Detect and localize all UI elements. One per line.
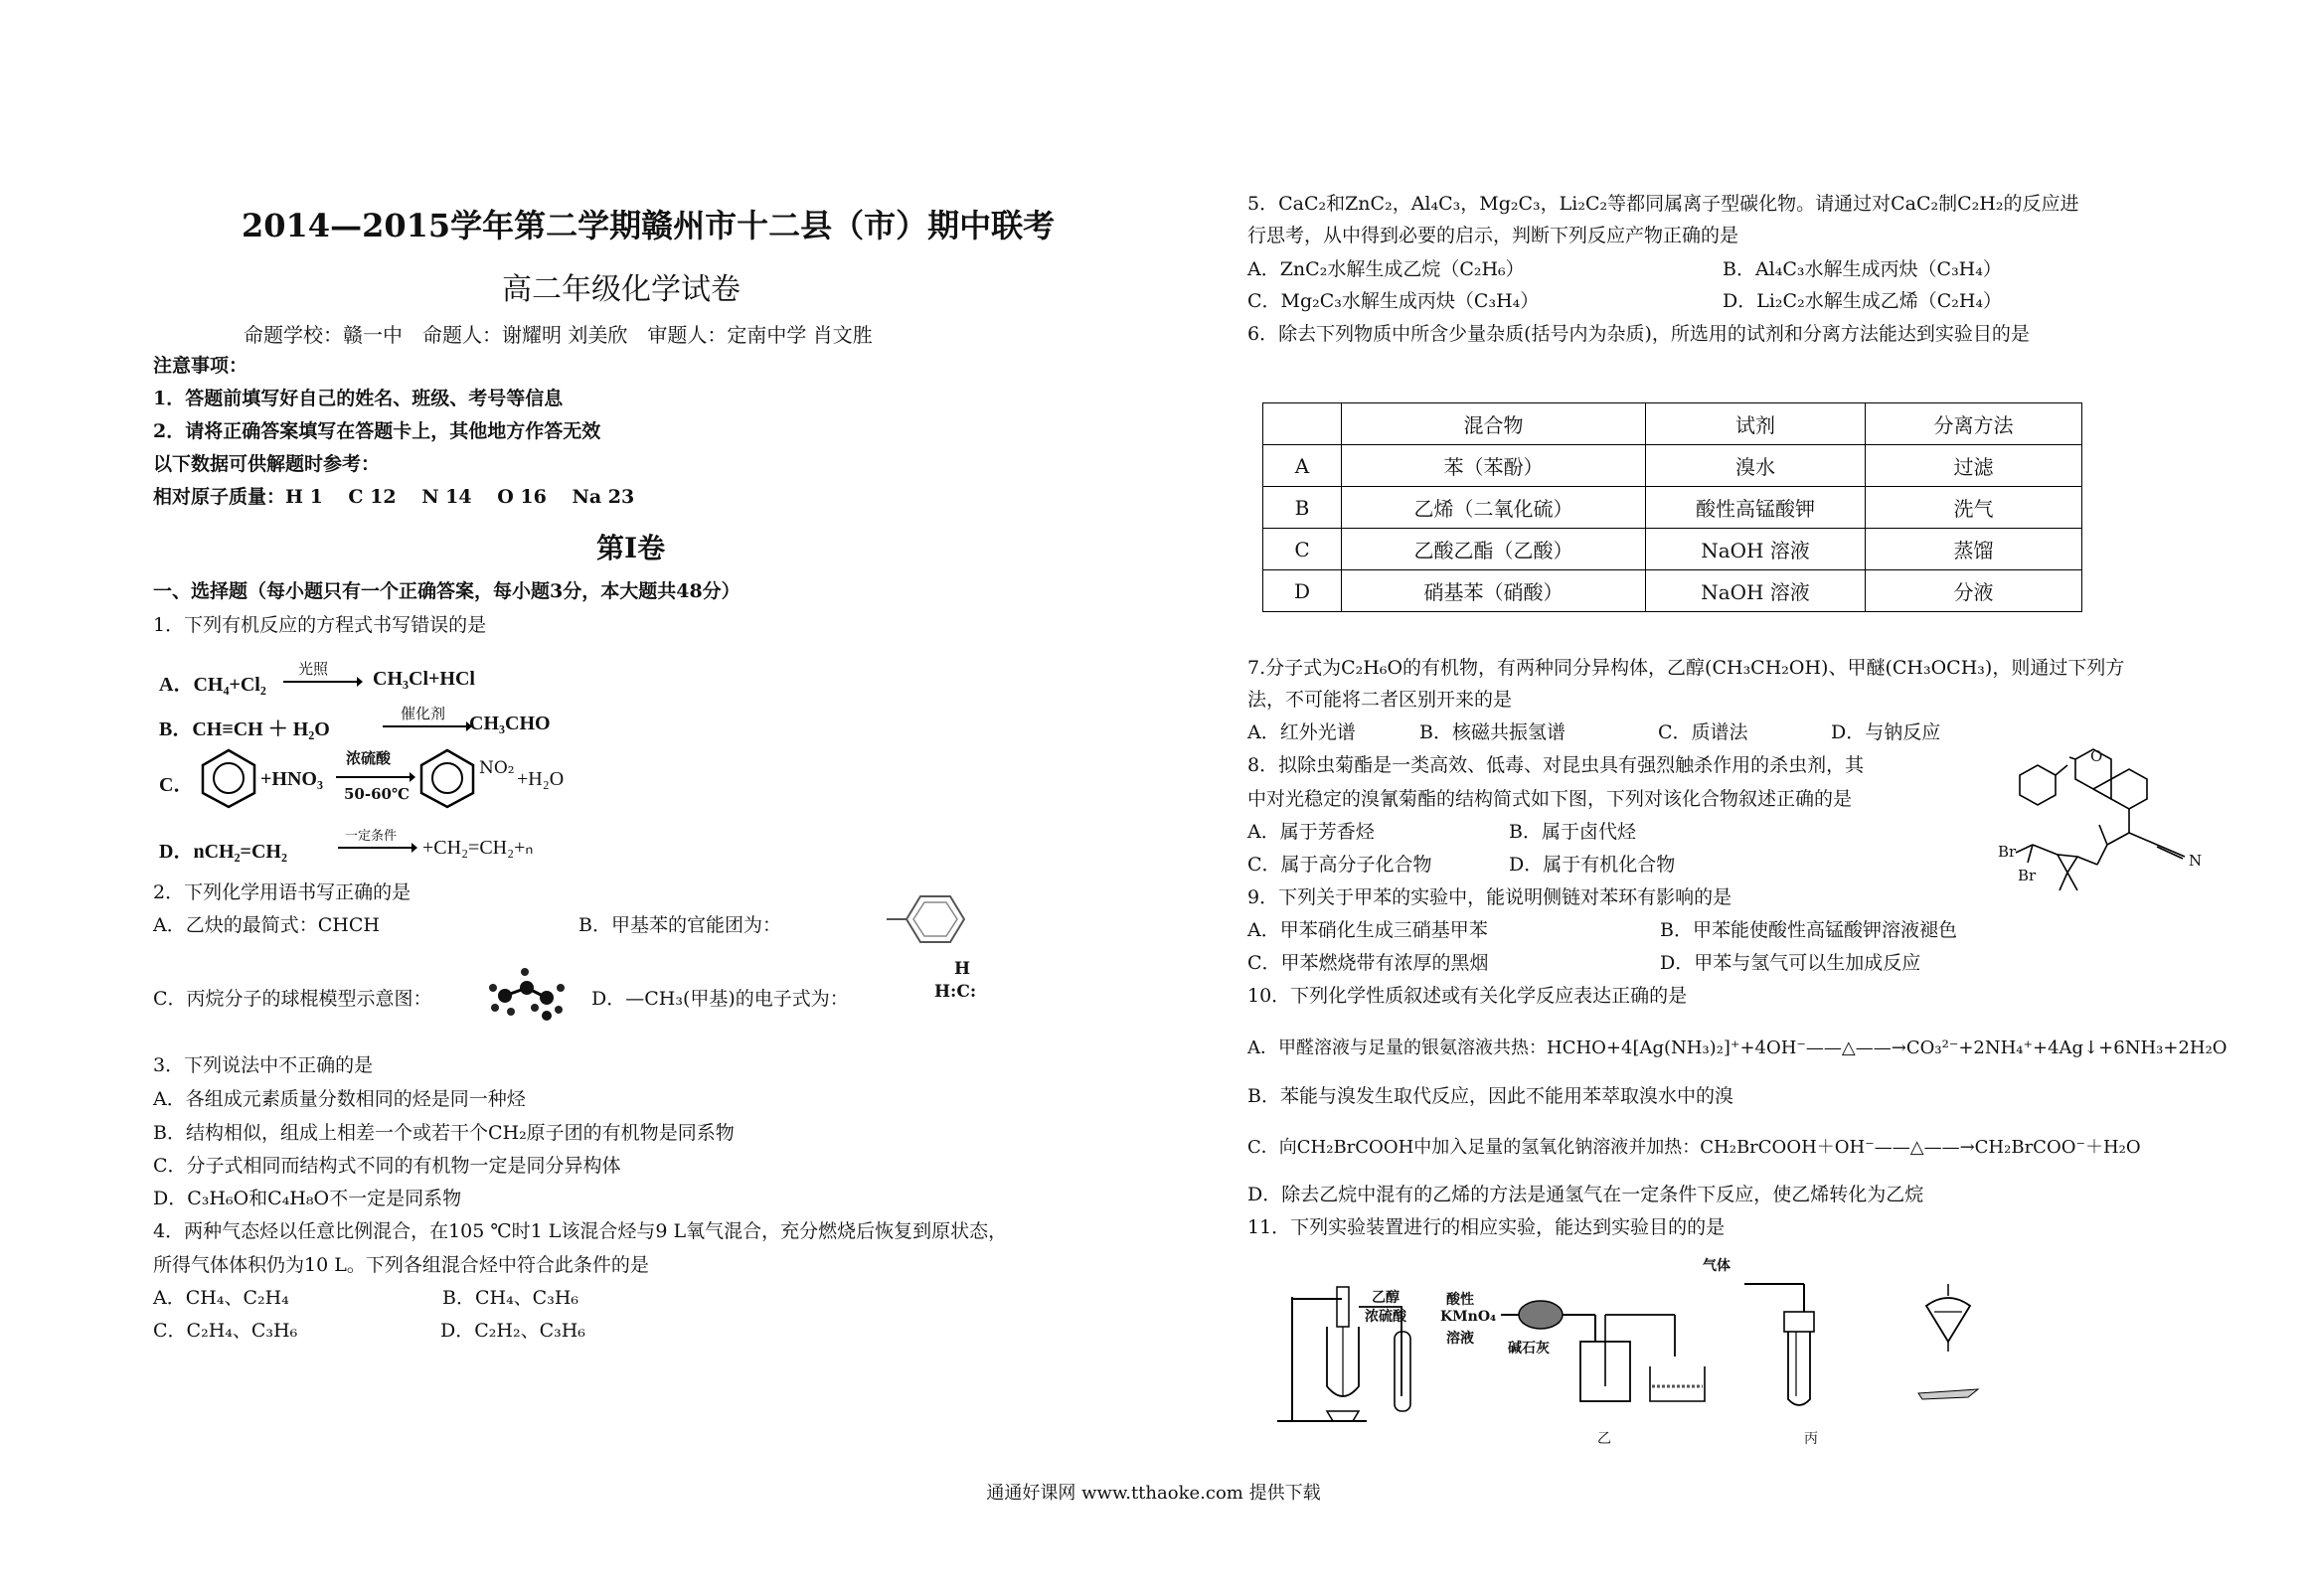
q5-option-c: C．Mg₂C₃水解生成丙炔（C₃H₄）	[1247, 290, 1540, 312]
q6-header-cell	[1263, 403, 1342, 445]
q7-option-c: C．质谱法	[1658, 721, 1748, 743]
nitrobenzene-ring-icon	[417, 747, 477, 809]
table-cell: 过滤	[1866, 445, 2082, 487]
q8-mol-br-1: Br	[1998, 843, 2017, 861]
apparatus-gas-collection-icon	[1744, 1272, 1824, 1421]
table-row	[1263, 445, 2082, 487]
table-cell: 溴水	[1646, 445, 1866, 487]
q8-option-d: D．属于有机化合物	[1509, 854, 1676, 876]
table-row	[1263, 529, 2082, 570]
q2-option-a: A．乙炔的最简式：CHCH	[153, 914, 380, 936]
q1-a-right: CH₃Cl+HCl	[373, 668, 475, 690]
q7-stem-2: 法，不可能将二者区别开来的是	[1247, 689, 1513, 711]
table-cell: 分液	[1866, 570, 2082, 612]
q6-header-cell: 分离方法	[1866, 403, 2082, 445]
exam-title: 2014—2015学年第二学期赣州市十二县（市）期中联考	[242, 207, 1056, 244]
q10-option-a: A．甲醛溶液与足量的银氨溶液共热：HCHO+4[Ag(NH₃)₂]⁺+4OH⁻——△——→CO₃²⁻+2NH₄⁺+4Ag↓+6NH₃+2H₂O	[1247, 1037, 2227, 1058]
q6-table	[1262, 402, 2082, 612]
page-footer: 通通好课网 www.tthaoke.com 提供下载	[986, 1483, 1321, 1504]
apparatus-ethylene-prep-icon	[1267, 1277, 1441, 1426]
q8-option-b: B．属于卤代烃	[1509, 821, 1636, 843]
table-row	[1263, 570, 2082, 612]
q11-stem: 11．下列实验装置进行的相应实验，能达到实验目的的是	[1247, 1216, 1726, 1238]
q1-stem: 1．下列有机反应的方程式书写错误的是	[153, 614, 487, 636]
q6-table-header-row	[1263, 403, 2082, 445]
q9-stem: 9．下列关于甲苯的实验中，能说明侧链对苯环有影响的是	[1247, 886, 1732, 908]
label-gas: 气体	[1703, 1258, 1730, 1274]
q1-d-right: +CH₂=CH₂+ₙ	[422, 837, 534, 859]
q2-d-electron-mid: H:C:	[934, 982, 977, 1002]
q8-mol-nitrogen: N	[2189, 852, 2203, 870]
q1-d-arrow	[338, 842, 417, 854]
q1-c-condition-1: 浓硫酸	[346, 749, 392, 767]
q7-stem-1: 7.分子式为C₂H₆O的有机物，有两种同分异构体，乙醇(CH₃CH₂OH)、甲醚(CH₃OCH₃)，则通过下列方	[1247, 657, 2125, 679]
propane-ball-stick-icon	[485, 966, 569, 1026]
table-cell: NaOH 溶液	[1646, 570, 1866, 612]
q6-header-cell: 混合物	[1342, 403, 1646, 445]
q7-option-d: D．与钠反应	[1831, 721, 1941, 743]
part1-heading: 一、选择题（每小题只有一个正确答案，每小题3分，本大题共48分）	[153, 580, 741, 602]
q4-option-c: C．C₂H₄、C₃H₆	[153, 1320, 298, 1342]
q2-option-d: D．—CH₃(甲基)的电子式为：	[591, 988, 849, 1010]
q3-option-a: A．各组成元素质量分数相同的烃是同一种烃	[153, 1088, 526, 1110]
q1-a-arrow	[283, 676, 363, 688]
q1-d-left: D．nCH₂=CH₂	[159, 841, 287, 863]
table-cell: NaOH 溶液	[1646, 529, 1866, 570]
q9-option-c: C．甲苯燃烧带有浓厚的黑烟	[1247, 952, 1489, 974]
atomic-mass: 相对原子质量：H 1 C 12 N 14 O 16 Na 23	[153, 486, 635, 508]
q4-stem-2: 所得气体体积仍为10 L。下列各组混合烃中符合此条件的是	[153, 1254, 649, 1276]
q1-c-nitro: NO₂	[479, 758, 515, 778]
label-apparatus-bing: 丙	[1804, 1431, 1818, 1447]
q2-option-c: C．丙烷分子的球棍模型示意图：	[153, 988, 432, 1010]
q1-b-left: B．CH≡CH ＋ H₂O	[159, 718, 330, 740]
q1-c-arrow	[336, 771, 415, 783]
q5-option-d: D．Li₂C₂水解生成乙烯（C₂H₄）	[1723, 290, 2003, 312]
q3-option-c: C．分子式相同而结构式不同的有机物一定是同分异构体	[153, 1155, 621, 1177]
table-cell: 乙酸乙酯（乙酸）	[1342, 529, 1646, 570]
q1-b-condition: 催化剂	[401, 705, 446, 722]
exam-subtitle: 高二年级化学试卷	[502, 272, 741, 307]
q9-option-d: D．甲苯与氢气可以生加成反应	[1660, 952, 1921, 974]
label-apparatus-yi: 乙	[1597, 1431, 1611, 1447]
data-heading: 以下数据可供解题时参考：	[153, 453, 381, 475]
q7-option-a: A．红外光谱	[1247, 721, 1356, 743]
table-cell: 洗气	[1866, 487, 2082, 529]
deltamethrin-structure-icon	[1988, 745, 2246, 914]
q2-option-b: B．甲基苯的官能团为：	[578, 914, 781, 936]
q4-option-a: A．CH₄、C₂H₄	[153, 1287, 289, 1309]
q3-stem: 3．下列说法中不正确的是	[153, 1054, 374, 1076]
q1-d-condition: 一定条件	[345, 829, 398, 844]
q4-option-b: B．CH₄、C₃H₆	[442, 1287, 579, 1309]
label-kmno4-3: 溶液	[1446, 1331, 1474, 1347]
table-cell: 乙烯（二氧化硫）	[1342, 487, 1646, 529]
table-cell: 苯（苯酚）	[1342, 445, 1646, 487]
q1-c-label: C．	[159, 774, 194, 796]
table-cell: 硝基苯（硝酸）	[1342, 570, 1646, 612]
q8-mol-oxygen: O	[2090, 747, 2103, 765]
q10-option-c: C．向CH₂BrCOOH中加入足量的氢氧化钠溶液并加热：CH₂BrCOOH＋OH⁻——△——→CH₂BrCOO⁻＋H₂O	[1247, 1137, 2141, 1158]
table-cell: C	[1263, 529, 1342, 570]
q9-option-a: A．甲苯硝化生成三硝基甲苯	[1247, 919, 1488, 941]
table-cell: 酸性高锰酸钾	[1646, 487, 1866, 529]
label-kmno4-1: 酸性	[1446, 1292, 1474, 1308]
table-cell: B	[1263, 487, 1342, 529]
q1-c-reagent: +HNO₃	[260, 768, 323, 790]
notice-item-1: 1．答题前填写好自己的姓名、班级、考号等信息	[153, 388, 564, 409]
q8-mol-br-2: Br	[2018, 867, 2037, 884]
q8-stem-2: 中对光稳定的溴氰菊酯的结构简式如下图，下列对该化合物叙述正确的是	[1247, 788, 1853, 810]
q4-stem-1: 4．两种气态烃以任意比例混合，在105 ℃时1 L该混合烃与9 L氧气混合，充分燃烧后恢复到原状态，	[153, 1220, 1008, 1242]
label-soda-lime: 碱石灰	[1508, 1341, 1550, 1357]
volume-heading: 第Ⅰ卷	[596, 532, 666, 564]
label-kmno4-2: KMnO₄	[1440, 1309, 1497, 1325]
q3-option-b: B．结构相似，组成上相差一个或若干个CH₂原子团的有机物是同系物	[153, 1122, 735, 1144]
q2-stem: 2．下列化学用语书写正确的是	[153, 881, 412, 903]
notice-heading: 注意事项：	[153, 355, 248, 377]
notice-item-2: 2．请将正确答案填写在答题卡上，其他地方作答无效	[153, 420, 601, 442]
label-conc-sulfuric: 浓硫酸	[1365, 1309, 1406, 1325]
q4-option-d: D．C₂H₂、C₃H₆	[440, 1320, 585, 1342]
q8-option-a: A．属于芳香烃	[1247, 821, 1375, 843]
q2-d-electron-top: H	[954, 959, 971, 979]
q1-c-condition-2: 50-60℃	[344, 785, 410, 803]
q7-option-b: B．核磁共振氢谱	[1419, 721, 1565, 743]
q1-b-right: CH₃CHO	[469, 713, 551, 734]
methylbenzene-icon	[885, 891, 974, 947]
table-cell: D	[1263, 570, 1342, 612]
table-cell: 蒸馏	[1866, 529, 2082, 570]
table-row	[1263, 487, 2082, 529]
table-cell: A	[1263, 445, 1342, 487]
q5-stem-1: 5．CaC₂和ZnC₂，Al₄C₃，Mg₂C₃，Li₂C₂等都同属离子型碳化物。请通过对CaC₂制C₂H₂的反应进	[1247, 193, 2079, 215]
q5-option-b: B．Al₄C₃水解生成丙炔（C₃H₄）	[1723, 258, 2002, 280]
q8-stem-1: 8．拟除虫菊酯是一类高效、低毒、对昆虫具有强烈触杀作用的杀虫剂，其	[1247, 754, 1865, 776]
benzene-ring-icon	[199, 747, 258, 809]
q6-header-cell: 试剂	[1646, 403, 1866, 445]
label-ethanol: 乙醇	[1372, 1290, 1400, 1306]
q9-option-b: B．甲苯能使酸性高锰酸钾溶液褪色	[1660, 919, 1957, 941]
q5-option-a: A．ZnC₂水解生成乙烷（C₂H₆）	[1247, 258, 1525, 280]
apparatus-evaporation-icon	[1908, 1282, 1988, 1421]
q1-a-condition: 光照	[298, 660, 329, 678]
q10-stem: 10．下列化学性质叙述或有关化学反应表达正确的是	[1247, 985, 1688, 1007]
q1-b-arrow	[383, 720, 472, 732]
q10-option-d: D．除去乙烷中混有的乙烯的方法是通氢气在一定条件下反应，使乙烯转化为乙烷	[1247, 1184, 1924, 1205]
q6-stem: 6．除去下列物质中所含少量杂质(括号内为杂质)，所选用的试剂和分离方法能达到实验目的是	[1247, 323, 2030, 345]
authors-line: 命题学校：赣一中 命题人：谢耀明 刘美欣 审题人：定南中学 肖文胜	[244, 323, 873, 347]
q10-option-b: B．苯能与溴发生取代反应，因此不能用苯萃取溴水中的溴	[1247, 1085, 1733, 1107]
q3-option-d: D．C₃H₆O和C₄H₈O不一定是同系物	[153, 1188, 462, 1209]
q1-a-left: A．CH₄+Cl₂	[159, 674, 266, 696]
q8-option-c: C．属于高分子化合物	[1247, 854, 1432, 876]
q1-c-product: +H₂O	[517, 768, 565, 790]
q5-stem-2: 行思考，从中得到必要的启示，判断下列反应产物正确的是	[1247, 225, 1739, 246]
